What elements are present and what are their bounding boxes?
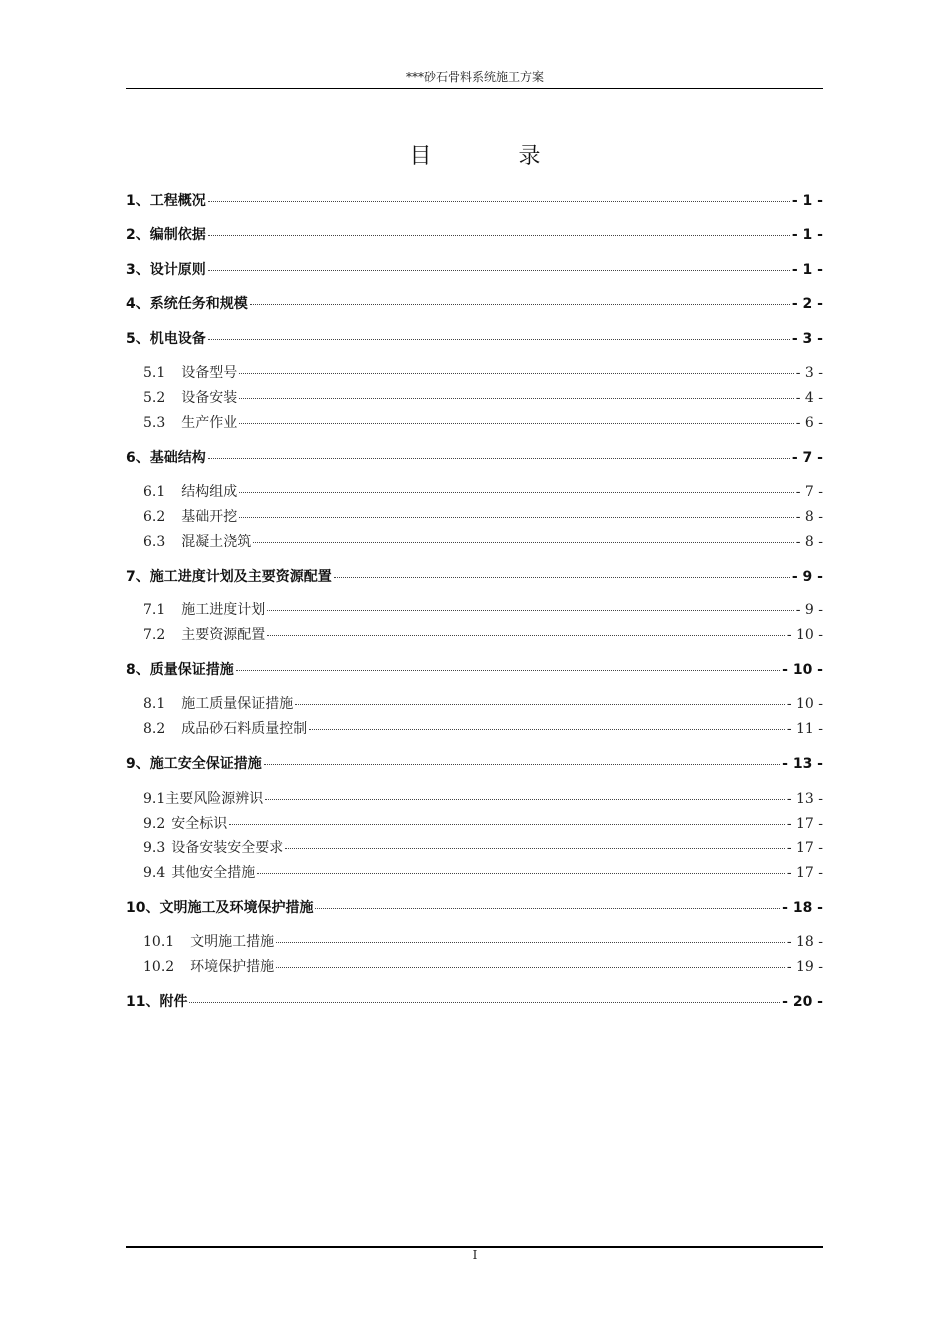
toc-entry-page: - 6 - <box>795 415 823 431</box>
toc-entry-number: 5、 <box>126 331 150 347</box>
toc-entry-page: - 8 - <box>795 509 823 525</box>
toc-entry-10[interactable] <box>126 897 823 917</box>
dot-leader <box>208 235 790 236</box>
toc-entry-page: - 17 - <box>786 865 823 881</box>
toc-entry-page: - 18 - <box>782 900 823 916</box>
toc-entry-6-3[interactable] <box>126 531 823 551</box>
dot-leader <box>189 1002 780 1003</box>
toc-entry-number: 6.3 <box>143 534 166 550</box>
dot-leader <box>276 967 785 968</box>
toc-entry-text: 工程概况 <box>149 193 206 209</box>
toc-entry-text: 安全标识 <box>171 816 228 832</box>
toc-entry-page: - 7 - <box>795 484 823 500</box>
toc-entry-number: 5.1 <box>143 365 166 381</box>
toc-entry-page: - 3 - <box>791 331 823 347</box>
toc-entry-5-1[interactable] <box>126 362 823 382</box>
toc-entry-number: 9.2 <box>143 816 166 832</box>
toc-entry-text: 设备安装 <box>181 390 238 406</box>
toc-entry-text: 其他安全措施 <box>171 865 256 881</box>
toc-entry-page: - 11 - <box>786 721 823 737</box>
toc-entry-8-2[interactable] <box>126 718 823 738</box>
toc-entry-page: - 19 - <box>786 959 823 975</box>
toc-entry-number: 9.1 <box>143 791 166 807</box>
toc-entry-number: 10.2 <box>143 959 175 975</box>
toc-entry-4[interactable] <box>126 293 823 313</box>
toc-entry-text: 附件 <box>159 994 188 1010</box>
toc-entry-page: - 8 - <box>795 534 823 550</box>
page-number: I <box>472 1248 478 1262</box>
toc-entry-9[interactable] <box>126 753 823 773</box>
toc-entry-5[interactable] <box>126 328 823 348</box>
toc-entry-page: - 2 - <box>791 296 823 312</box>
dot-leader <box>229 824 785 825</box>
toc-entry-10-2[interactable] <box>126 956 823 976</box>
toc-entry-page: - 7 - <box>791 450 823 466</box>
toc-entry-text: 编制依据 <box>149 227 206 243</box>
toc-entry-text: 混凝土浇筑 <box>181 534 252 550</box>
toc-entry-11[interactable] <box>126 991 823 1011</box>
toc-entry-6-1[interactable] <box>126 481 823 501</box>
dot-leader <box>239 398 793 399</box>
dot-leader <box>253 542 793 543</box>
dot-leader <box>276 942 785 943</box>
dot-leader <box>315 908 780 909</box>
dot-leader <box>309 729 785 730</box>
toc-entry-number: 9、 <box>126 756 150 772</box>
dot-leader <box>239 373 793 374</box>
toc-entry-page: - 17 - <box>786 840 823 856</box>
toc-entry-5-3[interactable] <box>126 412 823 432</box>
toc-entry-text: 生产作业 <box>181 415 238 431</box>
toc-entry-text: 成品砂石料质量控制 <box>181 721 308 737</box>
toc-entry-text: 设备型号 <box>181 365 238 381</box>
toc-entry-text: 施工质量保证措施 <box>181 696 294 712</box>
toc-entry-number: 9.3 <box>143 840 166 856</box>
toc-entry-number: 6.1 <box>143 484 166 500</box>
toc-entry-text: 基础开挖 <box>181 509 238 525</box>
toc-entry-text: 质量保证措施 <box>149 662 234 678</box>
toc-entry-number: 7、 <box>126 569 150 585</box>
toc-entry-number: 6、 <box>126 450 150 466</box>
toc-entry-page: - 13 - <box>782 756 823 772</box>
toc-entry-number: 7.2 <box>143 627 166 643</box>
toc-entry-number: 10.1 <box>143 934 175 950</box>
toc-entry-page: - 20 - <box>782 994 823 1010</box>
toc-entry-9-1[interactable] <box>126 788 823 808</box>
toc-entry-number: 2、 <box>126 227 150 243</box>
toc-entry-10-1[interactable] <box>126 931 823 951</box>
toc-entry-text: 文明施工措施 <box>190 934 275 950</box>
dot-leader <box>239 517 793 518</box>
toc-entry-number: 9.4 <box>143 865 166 881</box>
toc-entry-number: 8、 <box>126 662 150 678</box>
toc-entry-number: 5.3 <box>143 415 166 431</box>
toc-title: 目 录 <box>409 144 581 169</box>
toc-entry-text: 施工进度计划及主要资源配置 <box>149 569 332 585</box>
toc-entry-9-4[interactable] <box>126 862 823 882</box>
toc-entry-7-1[interactable] <box>126 599 823 619</box>
dot-leader <box>208 201 790 202</box>
toc-entry-page: - 18 - <box>786 934 823 950</box>
dot-leader <box>295 704 785 705</box>
toc-entry-text: 设备安装安全要求 <box>171 840 284 856</box>
dot-leader <box>267 610 793 611</box>
toc-entry-number: 1、 <box>126 193 150 209</box>
dot-leader <box>236 670 780 671</box>
toc-entry-2[interactable] <box>126 224 823 244</box>
toc-entry-text: 主要风险源辨识 <box>165 791 264 807</box>
toc-entry-text: 系统任务和规模 <box>149 296 248 312</box>
toc-entry-text: 设计原则 <box>149 262 206 278</box>
toc-entry-number: 8.2 <box>143 721 166 737</box>
toc-entry-8-1[interactable] <box>126 693 823 713</box>
toc-entry-5-2[interactable] <box>126 387 823 407</box>
dot-leader <box>257 873 785 874</box>
dot-leader <box>267 635 785 636</box>
toc-entry-page: - 9 - <box>791 569 823 585</box>
toc-entry-text: 机电设备 <box>149 331 206 347</box>
toc-entry-6[interactable] <box>126 447 823 467</box>
running-header: ***砂石骨料系统施工方案 <box>405 70 544 84</box>
dot-leader <box>208 339 790 340</box>
toc-entry-number: 6.2 <box>143 509 166 525</box>
dot-leader <box>208 458 790 459</box>
toc-entry-page: - 13 - <box>786 791 823 807</box>
dot-leader <box>334 577 790 578</box>
toc-entry-page: - 17 - <box>786 816 823 832</box>
toc-entry-page: - 1 - <box>791 227 823 243</box>
toc-entry-9-3[interactable] <box>126 837 823 857</box>
dot-leader <box>239 423 793 424</box>
toc-entry-page: - 9 - <box>795 602 823 618</box>
toc-entry-page: - 1 - <box>791 193 823 209</box>
toc-entry-page: - 4 - <box>795 390 823 406</box>
toc-entry-1[interactable] <box>126 190 823 210</box>
toc-entry-page: - 1 - <box>791 262 823 278</box>
toc-entry-page: - 3 - <box>795 365 823 381</box>
toc-entry-number: 5.2 <box>143 390 166 406</box>
header-rule <box>126 88 823 89</box>
dot-leader <box>250 304 790 305</box>
toc-entry-number: 11、 <box>126 994 160 1010</box>
toc-entry-text: 主要资源配置 <box>181 627 266 643</box>
toc-entry-text: 基础结构 <box>149 450 206 466</box>
toc-entry-text: 环境保护措施 <box>190 959 275 975</box>
toc-entry-number: 7.1 <box>143 602 166 618</box>
toc-entry-number: 8.1 <box>143 696 166 712</box>
toc-entry-page: - 10 - <box>782 662 823 678</box>
dot-leader <box>285 848 785 849</box>
toc-entry-page: - 10 - <box>786 696 823 712</box>
toc-entry-6-2[interactable] <box>126 506 823 526</box>
toc-entry-7-2[interactable] <box>126 624 823 644</box>
toc-entry-9-2[interactable] <box>126 813 823 833</box>
dot-leader <box>208 270 790 271</box>
toc-entry-3[interactable] <box>126 259 823 279</box>
toc-entry-number: 4、 <box>126 296 150 312</box>
toc-entry-text: 结构组成 <box>181 484 238 500</box>
toc-entry-page: - 10 - <box>786 627 823 643</box>
dot-leader <box>264 764 780 765</box>
toc-entry-number: 10、 <box>126 900 160 916</box>
toc-entry-7[interactable] <box>126 566 823 586</box>
toc-entry-number: 3、 <box>126 262 150 278</box>
dot-leader <box>239 492 793 493</box>
toc-entry-8[interactable] <box>126 659 823 679</box>
toc-entry-text: 施工安全保证措施 <box>149 756 262 772</box>
toc-entry-text: 文明施工及环境保护措施 <box>159 900 314 916</box>
toc-entry-text: 施工进度计划 <box>181 602 266 618</box>
dot-leader <box>265 799 785 800</box>
